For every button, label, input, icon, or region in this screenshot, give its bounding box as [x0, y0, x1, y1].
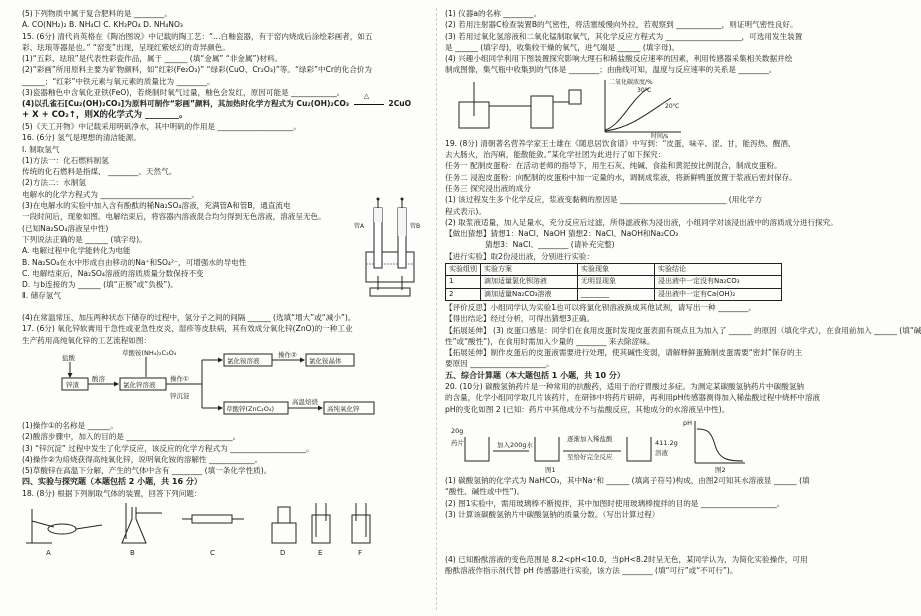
fig-label-e: E — [318, 549, 323, 558]
q19-conclusion: 【得出结论】经过分析，可得出猜想3正确。 — [445, 314, 595, 324]
q15-stem: 15. (6分) 清代肖英格在《陶冶图说》中记载的陶工艺：“…白釉瓷器，有于窑内烧成后涂绘彩画者，如五 — [22, 31, 373, 41]
table-cell: 1 — [446, 276, 481, 288]
q16-3c: (已知Na₂SO₄溶液呈中性) — [22, 223, 109, 233]
tube-b-label: 管B — [410, 223, 421, 231]
q16-option-c: C. 电解结束后，Na₂SO₄溶液的溶质质量分数保持不变 — [22, 268, 204, 278]
q16-1: (1)方法一：化石燃料制氢 — [22, 155, 109, 165]
q16-2: (2)方法二：水制氢 — [22, 178, 86, 188]
flow-calcine: 高温焙烧 — [292, 397, 318, 406]
svg-text:酸溶: 酸溶 — [92, 374, 105, 383]
q19-stem-2: 去大肠火，治泻痢，能散能敛。”某化学社团为此进行了如下探究： — [445, 150, 666, 160]
table-header-row — [446, 264, 782, 276]
q18-2: (2) 若用注射器C检查装置B的气密性，将活塞缓慢向外拉，若观察到 ____________，则证明气密性良好。 — [445, 20, 798, 30]
q16-part1: Ⅰ. 制取氢气 — [22, 144, 60, 154]
q16-option-d: D. 与b连接的为 ______ (填“正极”或“负极”)。 — [22, 280, 178, 290]
flow-zinc-precip: 锌沉淀 — [170, 391, 190, 400]
flow-op1: 操作① — [170, 374, 189, 383]
table-cell: 无明显现象 — [578, 276, 655, 288]
q20-stem-3: pH的变化如图 2 (已知：药片中其他成分不与盐酸反应，其他成分的水溶液呈中性)。 — [445, 404, 730, 414]
q20-2: (2) 图1实验中，需用玻璃棒不断搅拌，其中加图时使用玻璃棒搅拌的目的是 ____________________。 — [445, 498, 785, 508]
q19-extension-b: 要原因 ____________________。 — [445, 359, 554, 369]
q16-option-b: B. Na₂SO₄在水中形成自由移动的Na⁺和SO₄²⁻，可增强水的导电性 — [22, 257, 247, 267]
sensor-curve-20: 20℃ — [665, 102, 680, 110]
q20-4: (4) 已知酚酞溶液的变色范围是 8.2<pH<10.0，当pH<8.2时呈无色，某同学认为，为简化实验操作，可用 — [445, 555, 808, 565]
table-row — [446, 276, 782, 288]
q20-fig-mass: 20g — [451, 426, 464, 435]
q17-stem: 17. (6分) 氧化锌软膏用于急性或亚急性皮炎、湿疹等皮肤病，其有效成分氧化锌(ZnO)的一种工业 — [22, 324, 353, 334]
q20-fig1-caption: 图1 — [545, 465, 556, 474]
q16-1b: 传统的化石燃料是指煤、 ________、天然气。 — [22, 167, 177, 177]
table-row — [446, 288, 782, 300]
q15-4-product: 2CuO — [388, 99, 412, 109]
q16-stem: 16. (6分) 氢气是理想的清洁能源。 — [22, 133, 141, 143]
q19-3: 【拓展延伸】 (3) 皮蛋口感是：同学们在食用皮蛋时发现皮蛋表面有斑点且为加入了 ______ 的原因（填化学式），在食用前加入 ______ (填“碱 — [445, 325, 921, 335]
q19-task2: 任务二 浸泡皮蛋粉：向配制的皮蛋粉中加一定量的水，调制成浆液，将新鲜鸭蛋放置于浆液后密封保存。 — [445, 172, 797, 182]
q20-stem: 20. (10分) 碳酸氢钠药片是一种常用的抗酸药，适用于治疗胃酸过多症。为测定某碳酸氢钠药片中碳酸氢钠 — [445, 382, 805, 392]
q19-reflection: 【评价反思】小组同学认为实验1也可以将氯化钡溶液换成其他试剂，请写出一种 ________。 — [445, 302, 756, 312]
q20-fig-tablet: 药片 — [451, 438, 464, 447]
q18-1: (1) 仪器a的名称 ________。 — [445, 9, 542, 18]
table-cell: ________ — [578, 288, 655, 300]
q19-stem: 19. (8分) 清朝著名营养学家王士雄在《随息居饮食谱》中写到：“皮蛋，味辛、涩、甘，能泻热、醒酒、 — [445, 138, 796, 148]
q15-3: (3)瓷器釉色中含氧化亚铁(FeO)，若烧制时氧气过量，釉色会发红，原因可能是 ____________。 — [22, 88, 345, 98]
reaction-arrow — [354, 104, 384, 105]
q15-2b: ______；“红彩”中铁元素与氧元素的质量比为 ________。 — [22, 76, 215, 86]
sensor-chart-x: 时间/s — [651, 132, 669, 140]
q15-4-text: (4)以孔雀石[Cu₂(OH)₂CO₃]为原料可制作“彩画”颜料，其加热时化学方程式为 Cu₂(OH)₂CO₃ — [22, 99, 350, 109]
zinc-oxide-flowchart — [22, 346, 422, 420]
q19-3b: 性”或“酸性”)，在食用时需加入少量的 ________ 来去除涩味。 — [445, 336, 655, 346]
q19-hypothesis: 【做出猜想】猜想1：NaCl、NaOH 猜想2：NaCl、NaOH和Na₂CO₃ — [445, 229, 679, 239]
q17-1: (1)操作①的名称是 ______。 — [22, 420, 118, 430]
q19-experiment-table — [445, 263, 782, 301]
q20-3: (3) 计算该碳酸氢钠片中碳酸氢钠的质量分数。（写出计算过程） — [445, 509, 660, 519]
q16-3b: 一段时间后，现象如图。电解结束后，将容器内溶液混合均匀得到无色溶液，溶液呈无色。 — [22, 212, 326, 222]
flow-hcl: 盐酸 — [62, 353, 75, 362]
q16-3: (3)在电解水的实验中加入含有酚酞的稀Na₂SO₄溶液，充满管A和管B，通直流电 — [22, 201, 291, 211]
fig-label-c: C — [210, 549, 215, 558]
co2-sensor-figure — [445, 76, 850, 138]
tube-a-label: 管A — [354, 223, 365, 231]
right-column — [445, 8, 921, 610]
table-header-cell: 实验组别 — [446, 264, 481, 276]
q20-fig-sol-mass: 411.2g — [655, 438, 678, 447]
q19-2: (2) 取浆液适量，加入足量水，充分反应后过滤，所得滤液称为浸出液，小组同学对该浸出液中的溶质成分进行探究。 — [445, 217, 838, 227]
q18-4: (4) 兴趣小组同学利用下图装置探究影响大理石和稀盐酸反应速率的因素，利用传感器采集相关数据并绘 — [445, 54, 793, 64]
q17-2: (2)酸溶步骤中，加入的目的是 ____________________________。 — [22, 432, 241, 442]
q16-4: (4)在常温常压、加压两种状态下储存的过程中，氢分子之间的间隔 ______ (选填“增大”或“减小”)。 — [22, 313, 356, 323]
electrolysis-apparatus — [352, 190, 432, 300]
q20-1: (1) 碳酸氢钠的化学式为 NaHCO₃，其中Na⁺和 ______ (填离子符号)构成，由图2可知其水溶液显 ______ (填 — [445, 475, 810, 485]
q16-3d: 下列说法正确的是 ______ (填字母)。 — [22, 234, 147, 244]
flow-zinc-slag: 锌渣 — [66, 380, 79, 389]
fig-label-f: F — [358, 549, 363, 558]
gas-apparatus-figure — [22, 499, 422, 559]
q16-part2: Ⅱ. 储存氢气 — [22, 291, 61, 301]
q15-4b: + X + CO₂↑，则X的化学式为 ________。 — [22, 109, 188, 120]
flow-nh4cl-sol: 氯化铵溶液 — [227, 356, 260, 365]
q17-5: (5)草酸锌在高温下分解，产生的气体中含有 ________ (填一条化学性质)。 — [22, 466, 272, 476]
table-cell: 滴加适量氯化钡溶液 — [481, 276, 578, 288]
fig-label-a: A — [46, 549, 51, 558]
q15-stem-2: 彩、珐琅等器是也。” “窑变”出现，呈现红紫炫幻的奇异颜色。 — [22, 42, 230, 52]
table-header-cell: 实验结论 — [655, 264, 782, 276]
q20-fig2-ph: pH — [683, 418, 693, 427]
q19-1: (1) 该过程发生多个化学反应，浆液变黏稠的原因是 ____________________________ (用化学方 — [445, 195, 763, 205]
q16-block — [22, 200, 432, 312]
q17-stem-2: 生产药用高纯氧化锌的工艺流程如图： — [22, 335, 152, 345]
table-cell: 2 — [446, 288, 481, 300]
q17-4: (4)操作②为焙烧获得高纯氧化锌，说明氧化铵的溶解性 ____________。 — [22, 454, 263, 464]
q18-3: (3) 若用过氧化氢溶液和二氧化锰制取氧气，其化学反应方程式为 ____________________，可选用发生装置 — [445, 31, 803, 41]
q19-1b: 程式表示)。 — [445, 206, 486, 216]
q19-hypothesis-3: 猜想3：NaCl、________ (请补充完整) — [485, 240, 615, 250]
q20-stem-2: 的含量，化学小组同学取几片该药片，在研钵中将药片研碎，再利用pH传感器测得加入稀盐酸过程中烧杯中溶液 — [445, 393, 821, 403]
q14-5-options: A. CO(NH₂)₂ B. NH₄Cl C. KH₂PO₄ D. NH₄NO₃ — [22, 20, 183, 30]
answer-space — [445, 520, 850, 554]
table-header-cell: 实验方案 — [481, 264, 578, 276]
table-cell: 浸出液中一定有Ca(OH)₂ — [655, 288, 782, 300]
table-header-cell: 实验现象 — [578, 264, 655, 276]
q15-5: (5)《天工开物》中记载采用明矾净水，其中明矾的作用是 ____________________。 — [22, 121, 301, 131]
q14-5: (5)下列物质中属于复合肥料的是 ________。 — [22, 9, 172, 18]
q20-fig-add-water: 加入200g水 — [497, 440, 534, 449]
q20-fig-complete: 至恰好完全反应 — [567, 452, 613, 461]
q20-fig-solution: 溶液 — [655, 448, 668, 457]
q18-stem: 18. (8分) 根据下列制取气体的装置，回答下列问题： — [22, 488, 202, 498]
q19-extension: 【拓展延伸】制作皮蛋后的皮蛋液需要进行处理，使其碱性变弱，请解释鲜蛋腌制皮蛋需要“密封”保存的主 — [445, 348, 803, 358]
table-cell: 滴加适量Na₂CO₃溶液 — [481, 288, 578, 300]
q20-1b: “酸性、碱性或中性”)。 — [445, 487, 525, 497]
q19-experiment: 【进行实验】取2份浸出液，分别进行实验： — [445, 251, 595, 261]
section-5-heading: 五、综合计算题（本大题包括 1 小题，共 10 分） — [445, 370, 625, 380]
sensor-chart-title: 二氧化碳浓度/% — [609, 78, 653, 86]
q19-task1: 任务一 配制皮蛋粉：在活动老师的指导下，用生石灰、纯碱、食盐和黄泥按比例混合，制成皮蛋粉。 — [445, 161, 782, 171]
flow-nh4cl-crystal: 氯化铵晶体 — [309, 356, 342, 365]
q20-figure — [445, 415, 850, 475]
flow-zno: 高纯氧化锌 — [327, 404, 360, 413]
q20-fig2-caption: 图2 — [715, 465, 726, 474]
heat-triangle: △ — [363, 92, 370, 101]
heat-symbol — [352, 92, 386, 109]
q18-3b: 是 ______ (填字母)，收集较干燥的氧气，进气端是 ______ (填字母)。 — [445, 42, 680, 52]
column-divider — [436, 8, 437, 610]
q15-1: (1)“五彩、珐琅”是代表性彩瓷作品，属于 ______ (填“金属” “非金属”)材料。 — [22, 54, 283, 64]
q18-4b: 制成图像，集气瓶中收集到的气体是 ________；由曲线可知，温度与反应速率的关系是 ________。 — [445, 65, 777, 75]
left-column — [22, 8, 432, 610]
q15-2: (2)“彩画”所用原料主要为矿物颜料，如“红彩(Fe₂O₃)” “绿彩(CuO、Cr₂O₃)”等。“绿彩”中Cr的化合价为 — [22, 65, 372, 75]
table-cell: 浸出液中一定没有Na₂CO₃ — [655, 276, 782, 288]
q20-4b: 酚酞溶液作指示剂代替 pH 传感器进行实验，该方法 ________ (填“可行”或“不可行”)。 — [445, 566, 738, 576]
section-4-heading: 四、实验与探究题（本题包括 2 小题，共 16 分） — [22, 477, 202, 487]
flow-op2: 操作② — [278, 350, 297, 359]
q16-2b: 电解水的化学方程式为 ________________________。 — [22, 189, 200, 199]
sensor-curve-30: 30℃ — [637, 86, 652, 94]
q16-option-a: A. 电解过程中化学能转化为电能 — [22, 246, 131, 256]
flow-oxalate: 草酸铵(NH₄)₂C₂O₄ — [122, 348, 177, 357]
q20-fig-add-acid: 逐渐加入稀盐酸 — [567, 434, 613, 443]
flow-zinc-oxalate: 草酸锌(ZnC₂O₄) — [226, 404, 275, 413]
fig-label-d: D — [280, 549, 286, 558]
flow-zncl2: 氯化锌溶液 — [123, 380, 156, 389]
q17-3: (3) “锌沉淀” 过程中发生了化学反应，该反应的化学方程式为 ____________________。 — [22, 443, 314, 453]
fig-label-b: B — [130, 549, 135, 558]
q19-task3: 任务三 探究浸出液的成分 — [445, 183, 531, 193]
